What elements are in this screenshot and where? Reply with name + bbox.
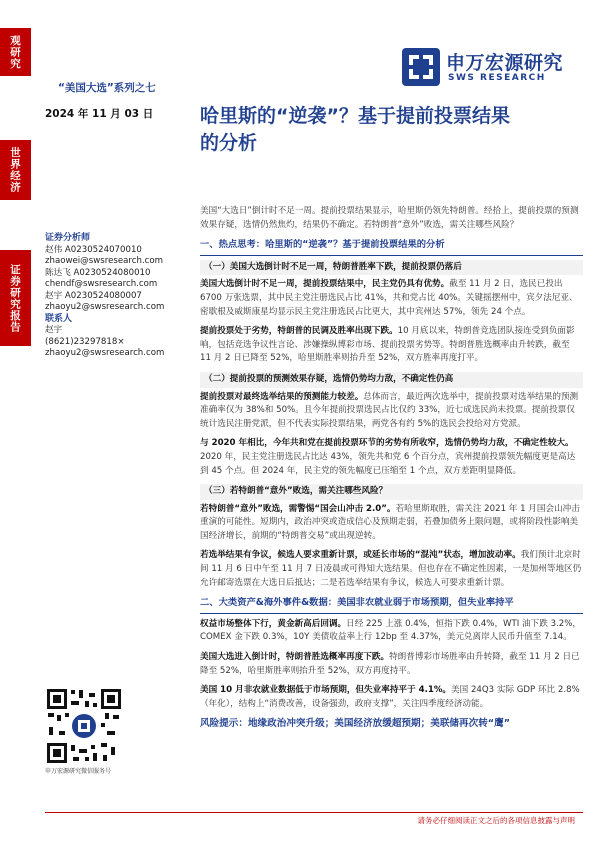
logo-mark-icon (402, 48, 440, 86)
sidebar-tab-research (0, 28, 31, 76)
subsection-heading: （三）若特朗普“意外”败选，需关注哪些风险？ (200, 484, 583, 500)
section-heading-1: 一、热点思考：哈里斯的“逆袭”？基于提前投票结果的分析 (200, 238, 583, 256)
title-line-2: 的分析 (200, 132, 258, 154)
paragraph-text: 若哈里斯取胜，需关注 2021 年 1 月国会山冲击重演的可能性。短期内，政治冲突或造成信心及预期走弱，若叠加债务上限问题，或将阶段性影响美国经济增长，前期的“特朗普交易”或出现逆转。 (200, 503, 580, 541)
paragraph (200, 391, 583, 432)
paragraph (200, 325, 583, 366)
logo-english-name: SWS RESEARCH (448, 73, 546, 83)
paragraph-text: 美国 24Q3 实际 GDP 环比 2.8%（年化），结构上“消费改善，设备强劲，政府支撑”，关注四季度经济动能。 (200, 685, 580, 709)
paragraph (200, 651, 583, 678)
risk-warning: 风险提示：地缘政治冲突升级；美国经济放缓超预期；美联储再次转“鹰” (200, 718, 511, 730)
paragraph (200, 278, 583, 319)
paragraph-lead: 权益市场整体下行，黄金新高后回调。 (200, 618, 347, 629)
paragraph (200, 618, 583, 645)
analyst-email[interactable]: chendf@swsresearch.com (45, 279, 158, 289)
report-title (200, 103, 585, 157)
paragraph-text: 特朗普博彩市场胜率由升转降，截至 11 月 2 日已降至 52%，哈里斯胜率则抬升至 52%，双方再度持平。 (200, 652, 580, 676)
report-body (200, 205, 583, 737)
paragraph (200, 549, 583, 590)
report-date: 2024 年 11 月 03 日 (45, 108, 154, 120)
contact-heading: 联系人 (45, 313, 73, 324)
paragraph-lead: 美国 10 月非农就业数据低于市场预期，但失业率持平于 4.1%。 (200, 685, 452, 696)
company-logo (402, 44, 572, 90)
analyst-heading: 证券分析师 (45, 233, 91, 243)
contact-email[interactable]: zhaoyu2@swsresearch.com (45, 348, 165, 358)
contact-phone: (8621)23297818× (45, 336, 125, 347)
title-line-1: 哈里斯的“逆袭”？基于提前投票结果 (200, 105, 510, 127)
footer-divider (45, 812, 583, 813)
paragraph-text: 10 月底以来，特朗普竞选团队接连受到负面影响，包括竞选争议性言论、涉嫌操纵博彩市场、提前投票劣势等。特朗普胜选概率由升转跌，截至 11 月 2 日已降至 52%，哈里斯胜率则抬升至 52%，双方胜率再度打平。 (200, 326, 575, 364)
paragraph (200, 437, 583, 478)
analyst-panel (45, 233, 195, 360)
analyst-line: 陈达飞 A0230524080010 (45, 267, 151, 278)
analyst-email[interactable]: zhaoyu2@swsresearch.com (45, 302, 165, 312)
paragraph (200, 684, 583, 711)
paragraph-lead: 提前投票处于劣势，特朗普的民调及胜率出现下跌。 (200, 326, 398, 337)
paragraph-text: 我们预计北京时间 11 月 6 日中午至 11 月 7 日凌晨或可得知大选结果。但也存在不确定性因素，一是加州等地区仍允许邮寄选票在大选日后抵达；二是若选举结果有争议，候选人可要求重新计票。 (200, 550, 582, 588)
subsection-heading: （一）美国大选倒计时不足一周，特朗普胜率下跌，提前投票仍落后 (200, 260, 583, 276)
footer-disclaimer: 请务必仔细阅读正文之后的各项信息披露与声明 (417, 816, 575, 825)
analyst-email[interactable]: zhaowei@swsresearch.com (45, 256, 164, 266)
section-heading-2: 二、大类资产&海外事件&数据：美国非农就业弱于市场预期，但失业率持平 (200, 596, 583, 614)
sidebar-tab-report-type (0, 250, 31, 346)
paragraph-text: 2020 年，民主党注册选民占比达 43%，领先共和党 6 个百分点，宾州提前投票领先幅度更是高达到 45 个点。但 2024 年，民主党的领先幅度已压缩至 1 个点，双方差距明显降低。 (200, 451, 576, 476)
qr-caption: 申万宏源研究微信服务号 (45, 768, 112, 775)
paragraph-lead: 美国大选倒计时不足一周，提前投票结果中，民主党仍具有优势。 (200, 279, 450, 290)
paragraph-lead: 若选举结果有争议，候选人要求重新计票，或延长市场的“混沌”状态，增加波动率。 (200, 550, 521, 561)
paragraph-text: 日经 225 上涨 0.4%，恒指下跌 0.4%，WTI 油下跌 3.2%，COMEX 金下跌 0.3%，10Y 美债收益率上行 12bp 至 4.37%，美元兑离岸人民币升值至 7.14。 (200, 618, 581, 643)
analyst-line: 赵宇 A0230524080007 (45, 290, 142, 301)
paragraph-lead: 若特朗普“意外”败选，需警惕“国会山冲击 2.0”。 (200, 503, 396, 514)
sidebar-tab-label: 世界经济 (9, 147, 21, 193)
logo-chinese-name: 申万宏源研究 (446, 52, 564, 74)
contact-line: 赵宇 (45, 325, 63, 335)
subsection-heading: （二）提前投票的预测效果存疑，选情仍势均力敌，不确定性仍高 (200, 372, 583, 388)
qr-code-icon[interactable] (45, 687, 123, 765)
paragraph-lead: 提前投票对最终选举结果的预测能力较差。 (200, 391, 364, 402)
intro-paragraph: 美国“大选日”倒计时不足一周。提前投票结果显示，哈里斯仍领先特朗普。经拾上，提前投票的预测效果存疑，选情仍然焦灼，结果仍不确定。若特朗普“意外”败选，需关注哪些风险？ (200, 206, 579, 230)
sidebar-tab-world-economy (0, 140, 31, 200)
sidebar-tab-label: 观研究 (9, 34, 21, 70)
series-label: “美国大选”系列之七 (58, 82, 156, 94)
paragraph-lead: 与 2020 年相比，今年共和党在提前投票环节的劣势有所收窄，选情仍势均力敌，不确定性较大。 (200, 438, 574, 449)
paragraph-text: 截至 11 月 2 日，选民已投出 6700 万张选票，其中民主党注册选民占比 41%，共和党占比 40%。关键摇摆州中，宾夕法尼亚、密歇根及威斯康星均显示民主党注册选民占比更大，其中宾州达 57%，领先 24 个点。 (200, 279, 578, 317)
paragraph-lead: 美国大选进入倒计时，特朗普胜选概率再度下跌。 (200, 652, 390, 663)
paragraph (200, 503, 583, 544)
paragraph-text: 总体而言，最近两次选举中，提前投票对选举结果的预测准确率仅为 38%和 50%。且今年提前投票选民占比仅约 33%，近七成选民尚未投票。提前投票仅统计选民注册党派，但不代表实际投票结果，两党各有约 5%的选民会投给对方党派。 (200, 391, 579, 429)
sidebar-tab-label: 证券研究报告 (9, 263, 21, 333)
analyst-line: 赵伟 A0230524070010 (45, 244, 142, 255)
sidebar (0, 0, 31, 841)
